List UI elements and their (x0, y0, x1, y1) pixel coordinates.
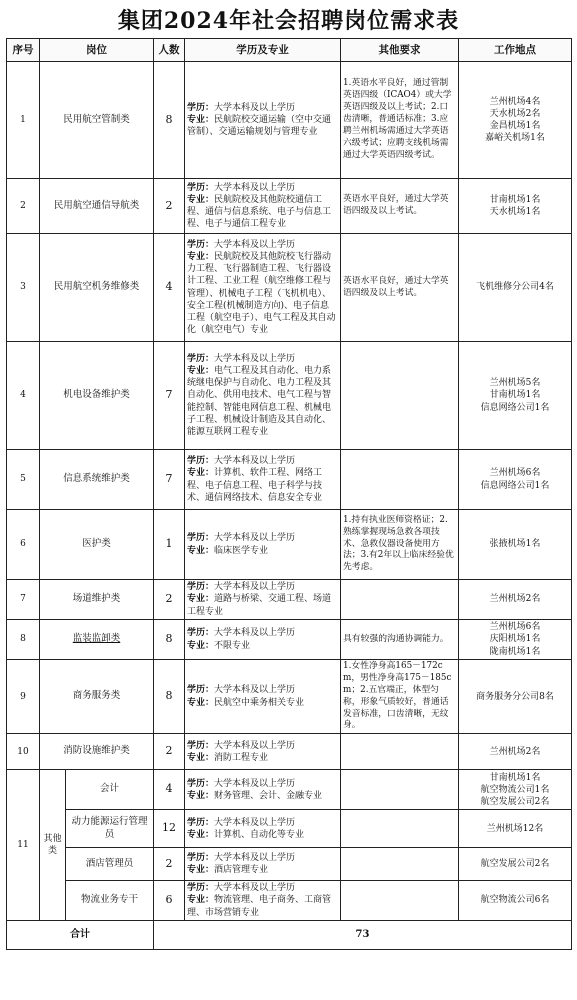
position-name: 监装监卸类 (40, 620, 154, 660)
education-value: 大学本科及以上学历 (214, 853, 296, 864)
location-item: 天水机场1名 (489, 207, 541, 217)
position-name: 物流业务专干 (66, 881, 154, 920)
education-cell (185, 234, 341, 342)
other-requirements (341, 881, 459, 920)
other-requirements (341, 342, 459, 450)
position-name: 民用航空管制类 (40, 62, 154, 179)
location-item: 兰州机场4名 (489, 96, 541, 107)
education-label: 学历： (187, 102, 215, 113)
education-value: 大学本科及以上学历 (214, 685, 296, 696)
location-cell (459, 881, 572, 920)
education-label: 学历： (187, 778, 215, 789)
major-label: 专业： (187, 640, 215, 651)
location-cell (459, 848, 572, 881)
total-value: 73 (154, 920, 572, 949)
table-row (7, 770, 572, 810)
position-name: 会计 (66, 770, 154, 810)
row-number: 1 (7, 62, 40, 179)
other-requirements: 英语水平良好，通过大学英语四级及以上考试。 (341, 234, 459, 342)
position-name: 机电设备维护类 (40, 342, 154, 450)
major-value: 民航院校交通运输（空中交通管制）、交通运输规划与管理专业 (187, 114, 332, 138)
row-number: 7 (7, 580, 40, 620)
headcount: 1 (154, 510, 185, 580)
education-label: 学历： (187, 628, 215, 639)
location-cell (459, 62, 572, 179)
education-cell (185, 450, 341, 510)
position-name: 医护类 (40, 510, 154, 580)
location-cell (459, 660, 572, 734)
location-item: 商务服务分公司8名 (476, 691, 554, 702)
education-value: 大学本科及以上学历 (214, 354, 296, 364)
major-label: 专业： (187, 468, 215, 479)
education-value: 大学本科及以上学历 (214, 239, 296, 250)
major-value: 计算机、软件工程、网络工程、电子信息工程、电子科学与技术、通信网络技术、信息安全专业 (187, 468, 323, 503)
headcount: 7 (154, 342, 185, 450)
education-value: 大学本科及以上学历 (214, 628, 296, 639)
headcount: 8 (154, 62, 185, 179)
location-item: 信息网络公司1名 (480, 402, 550, 413)
location-cell (459, 580, 572, 620)
other-requirements: 1.持有执业医师资格证；2.熟练掌握现场急救各项技术、急救仪器设备使用方法；3.有2年以上临床经验优先考虑。 (341, 510, 459, 580)
major-value: 酒店管理专业 (214, 865, 269, 876)
table-row (7, 660, 572, 734)
table-row (7, 580, 572, 620)
major-label: 专业： (187, 194, 215, 205)
education-label: 学历： (187, 239, 215, 250)
education-label: 学历： (187, 817, 215, 828)
row-number: 4 (7, 342, 40, 450)
table-header-row (7, 39, 572, 62)
headcount: 2 (154, 734, 185, 770)
other-requirements (341, 810, 459, 848)
table-row (7, 234, 572, 342)
location-item: 飞机维修分公司4名 (476, 282, 554, 293)
position-name: 消防设施维护类 (40, 734, 154, 770)
location-cell (459, 342, 572, 450)
education-label: 学历： (187, 740, 215, 751)
location-item: 航空发展公司2名 (480, 859, 550, 870)
education-cell (185, 770, 341, 810)
major-value: 物流管理、电子商务、工商管理、市场营销专业 (187, 895, 332, 918)
education-cell (185, 848, 341, 881)
header-position: 岗位 (40, 39, 154, 62)
education-label: 学历： (187, 533, 215, 544)
major-label: 专业： (187, 594, 215, 605)
major-value: 民航院校及其他院校通信工程、通信与信息系统、电子与信息工程、电子与通信工程专业 (187, 194, 332, 230)
location-cell (459, 770, 572, 810)
table-row (7, 881, 572, 920)
position-name: 民用航空机务维修类 (40, 234, 154, 342)
location-item: 航空物流公司6名 (480, 895, 550, 906)
recruitment-table (6, 38, 572, 950)
location-item: 兰州机场2名 (489, 746, 541, 757)
major-label: 专业： (187, 697, 215, 708)
row-number: 5 (7, 450, 40, 510)
header-count: 人数 (154, 39, 185, 62)
location-item: 兰州机场6名 (489, 622, 541, 633)
major-value: 民航院校及其他院校飞行器动力工程、飞行器制造工程、飞行器设计工程、工业工程（航空维修工程与管理）、机械电子工程（飞机机电）、安全工程(机械制造方向)、电子信息工程（航空电子）、电气工程及其自动化（航空电气）专业 (187, 252, 336, 335)
education-value: 大学本科及以上学历 (214, 740, 296, 751)
education-value: 大学本科及以上学历 (214, 533, 296, 544)
education-cell (185, 62, 341, 179)
position-name: 信息系统维护类 (40, 450, 154, 510)
other-requirements: 具有较强的沟通协调能力。 (341, 620, 459, 660)
major-label: 专业： (187, 114, 215, 125)
location-cell (459, 234, 572, 342)
education-label: 学历： (187, 883, 215, 894)
education-label: 学历： (187, 182, 215, 193)
header-education: 学历及专业 (185, 39, 341, 62)
location-item: 张掖机场1名 (489, 539, 541, 550)
major-label: 专业： (187, 366, 215, 377)
location-cell (459, 450, 572, 510)
location-item: 航空发展公司2名 (480, 796, 550, 807)
position-name: 民用航空通信导航类 (40, 179, 154, 234)
location-cell (459, 734, 572, 770)
headcount: 2 (154, 580, 185, 620)
location-item: 甘南机场1名 (489, 194, 541, 205)
education-cell (185, 620, 341, 660)
major-label: 专业： (187, 895, 215, 906)
position-name: 动力能源运行管理员 (66, 810, 154, 848)
education-cell (185, 179, 341, 234)
education-value: 大学本科及以上学历 (214, 182, 296, 193)
location-item: 天水机场2名 (489, 108, 541, 119)
education-label: 学历： (187, 685, 215, 696)
header-location: 工作地点 (459, 39, 572, 62)
headcount: 2 (154, 848, 185, 881)
row-number: 6 (7, 510, 40, 580)
location-item: 嘉峪关机场1名 (485, 133, 545, 144)
table-body (7, 62, 572, 950)
position-name: 酒店管理员 (66, 848, 154, 881)
table-row (7, 510, 572, 580)
education-cell (185, 734, 341, 770)
header-no: 序号 (7, 39, 40, 62)
other-requirements: 1.英语水平良好，通过管制英语四级（ICAO4）或大学英语四级及以上考试；2.口齿清晰，普通话标准；3.应聘兰州机场需通过大学英语六级考试；应聘支线机场需通过大学英语四级考试。 (341, 62, 459, 179)
location-cell (459, 620, 572, 660)
position-name: 商务服务类 (40, 660, 154, 734)
education-value: 大学本科及以上学历 (214, 817, 296, 828)
education-cell (185, 342, 341, 450)
headcount: 12 (154, 810, 185, 848)
row-number: 8 (7, 620, 40, 660)
headcount: 6 (154, 881, 185, 920)
major-value: 临床医学专业 (214, 545, 269, 556)
education-label: 学历： (187, 582, 215, 593)
major-value: 电气工程及其自动化、电力系统继电保护与自动化、电力工程及其自动化、供用电技术、电气工程与智能控制、智能电网信息工程、机械电子工程、机械设计制造及其自动化、能源互联网工程专业 (187, 366, 332, 437)
row-number: 11 (7, 770, 40, 920)
other-requirements: 英语水平良好，通过大学英语四级及以上考试。 (341, 179, 459, 234)
location-cell (459, 810, 572, 848)
education-cell (185, 810, 341, 848)
table-row (7, 179, 572, 234)
major-value: 民航空中乘务相关专业 (214, 697, 305, 708)
headcount: 7 (154, 450, 185, 510)
education-value: 大学本科及以上学历 (214, 582, 296, 593)
page-title: 集团2024年社会招聘岗位需求表 (117, 8, 460, 34)
location-item: 甘南机场1名 (489, 390, 541, 401)
headcount: 4 (154, 770, 185, 810)
education-value: 大学本科及以上学历 (214, 456, 296, 467)
location-cell (459, 510, 572, 580)
table-row (7, 734, 572, 770)
location-item: 兰州机场5名 (489, 378, 541, 389)
row-number: 2 (7, 179, 40, 234)
headcount: 8 (154, 620, 185, 660)
row-number: 10 (7, 734, 40, 770)
row-number: 9 (7, 660, 40, 734)
education-label: 学历： (187, 456, 215, 467)
major-label: 专业： (187, 752, 215, 763)
education-cell (185, 660, 341, 734)
major-label: 专业： (187, 829, 215, 840)
headcount: 8 (154, 660, 185, 734)
education-label: 学历： (187, 354, 215, 364)
row-number: 3 (7, 234, 40, 342)
education-cell (185, 580, 341, 620)
total-label: 合计 (7, 920, 154, 949)
other-requirements (341, 770, 459, 810)
other-requirements: 1.女性净身高165－172cm，男性净身高175－185cm；2.五官端正，体型匀称，形象气质较好，普通话发音标准，口齿清晰，无纹身。 (341, 660, 459, 734)
education-label: 学历： (187, 853, 215, 864)
headcount: 4 (154, 234, 185, 342)
education-cell (185, 510, 341, 580)
other-requirements (341, 450, 459, 510)
header-other: 其他要求 (341, 39, 459, 62)
total-row (7, 920, 572, 949)
group-label: 其他类 (40, 770, 66, 920)
position-name: 场道维护类 (40, 580, 154, 620)
education-value: 大学本科及以上学历 (214, 102, 296, 113)
location-item: 兰州机场2名 (489, 594, 541, 605)
location-item: 金昌机场1名 (489, 121, 541, 131)
major-value: 不限专业 (214, 640, 251, 651)
location-item: 兰州机场6名 (489, 468, 541, 479)
major-label: 专业： (187, 252, 215, 263)
table-row (7, 342, 572, 450)
location-item: 兰州机场12名 (486, 823, 544, 834)
other-requirements (341, 734, 459, 770)
education-value: 大学本科及以上学历 (214, 778, 296, 789)
location-cell (459, 179, 572, 234)
other-requirements (341, 848, 459, 881)
headcount: 2 (154, 179, 185, 234)
major-value: 道路与桥梁、交通工程、场道工程专业 (187, 594, 332, 617)
table-row (7, 450, 572, 510)
major-label: 专业： (187, 790, 215, 801)
location-item: 庆阳机场1名 (489, 634, 541, 645)
table-row (7, 810, 572, 848)
education-cell (185, 881, 341, 920)
major-label: 专业： (187, 865, 215, 876)
major-value: 计算机、自动化等专业 (214, 829, 305, 840)
table-row (7, 620, 572, 660)
location-item: 航空物流公司1名 (480, 784, 550, 795)
major-value: 消防工程专业 (214, 752, 269, 763)
location-item: 甘南机场1名 (489, 772, 541, 783)
major-label: 专业： (187, 545, 215, 556)
location-item: 陇南机场1名 (489, 646, 541, 657)
table-row (7, 848, 572, 881)
major-value: 财务管理、会计、金融专业 (214, 790, 323, 801)
education-value: 大学本科及以上学历 (214, 883, 296, 894)
location-item: 信息网络公司1名 (480, 480, 550, 491)
other-requirements (341, 580, 459, 620)
table-row (7, 62, 572, 179)
